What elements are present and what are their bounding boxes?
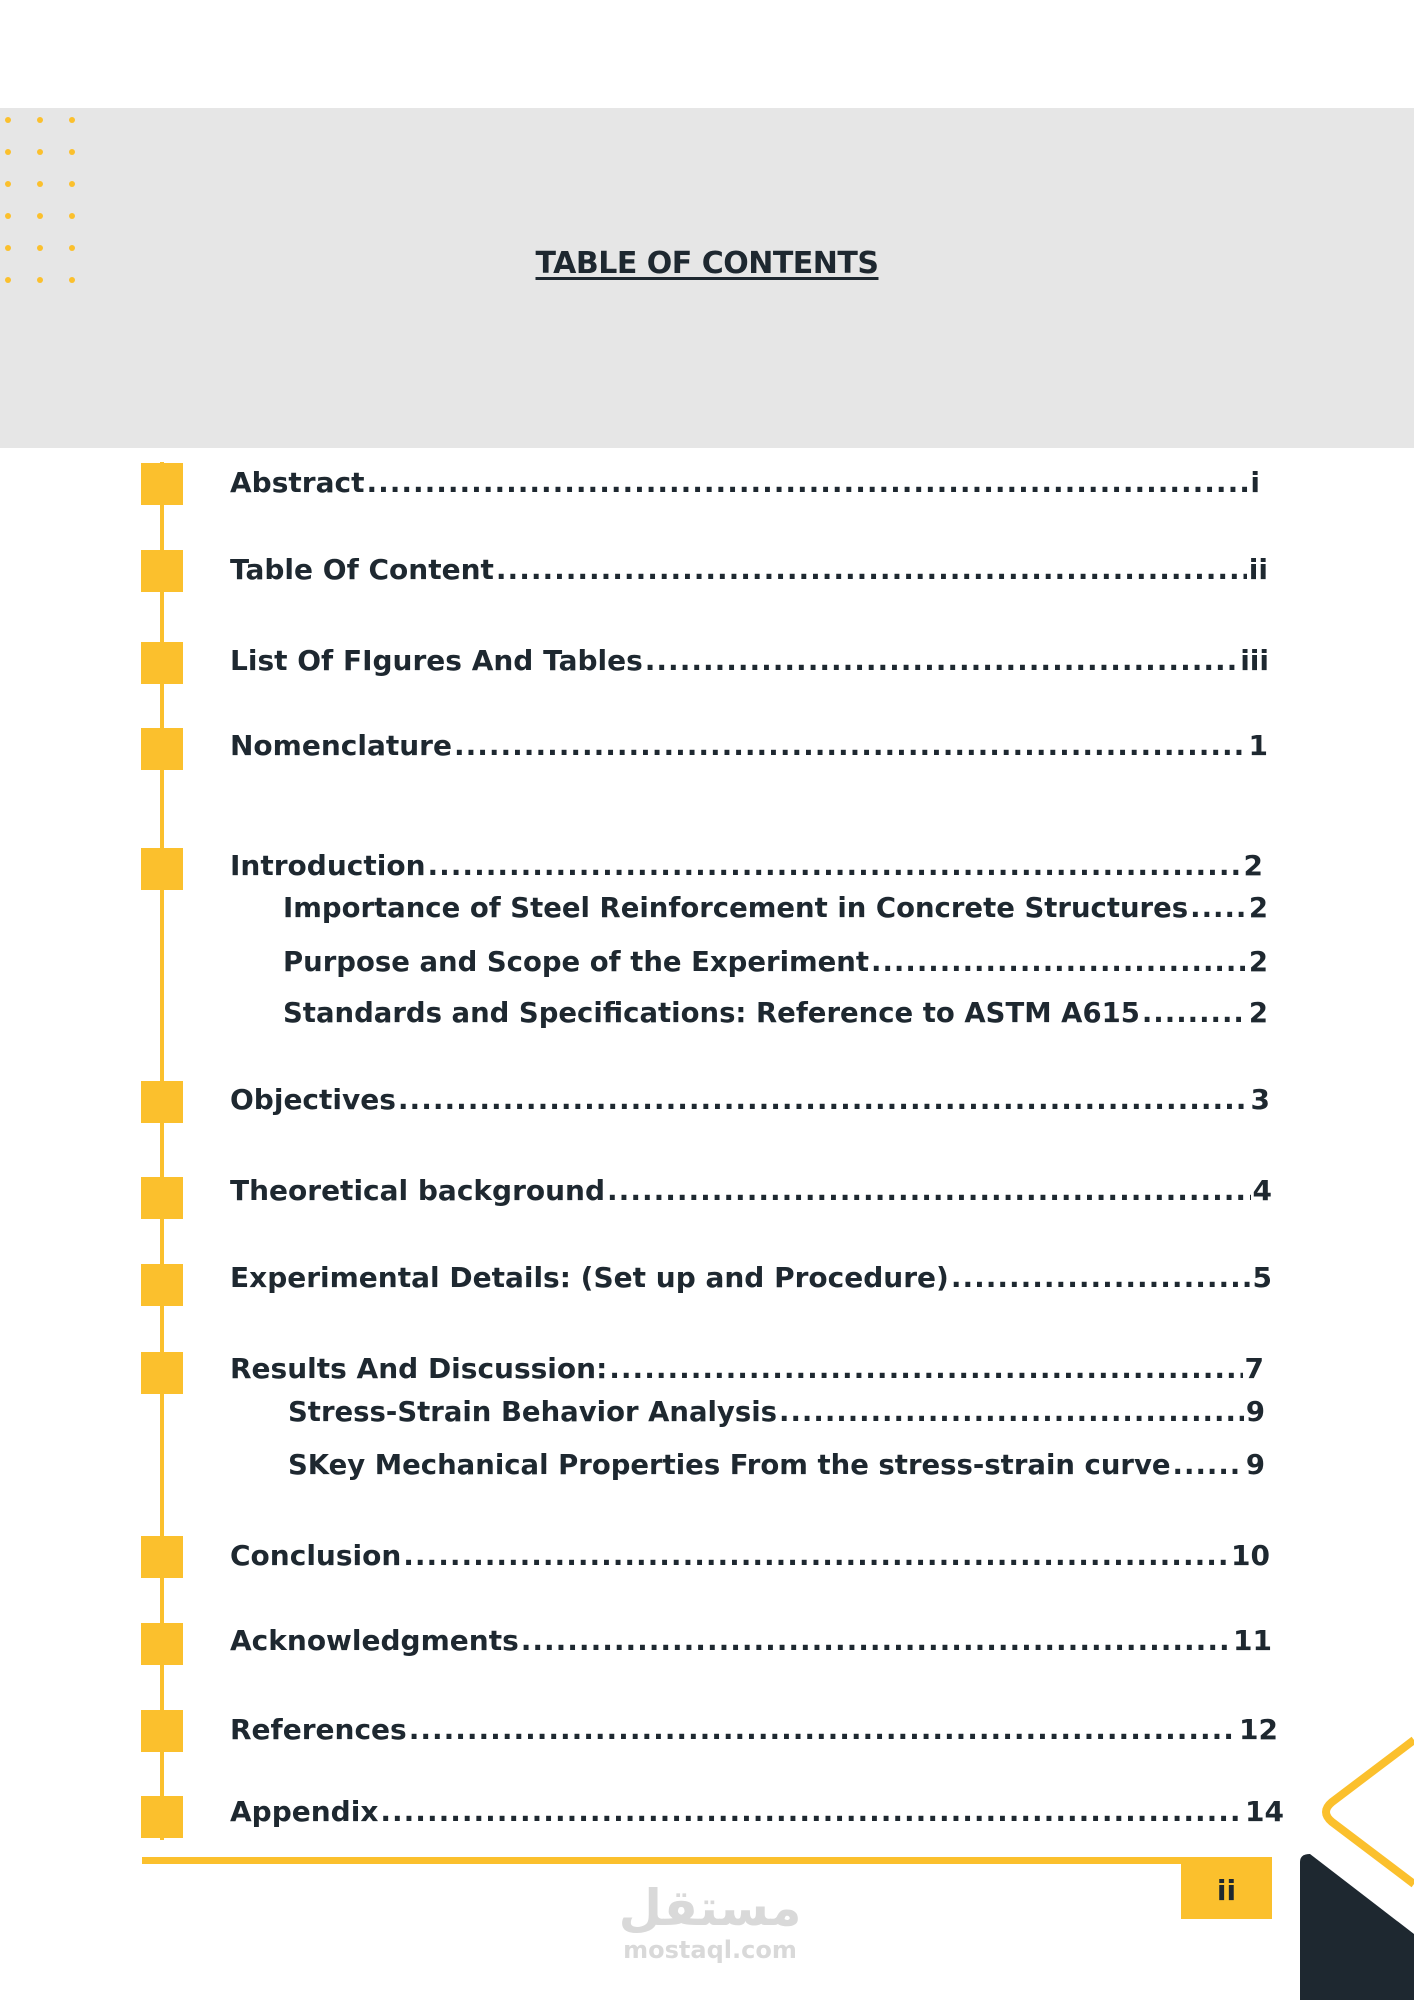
toc-entry-title: Introduction <box>230 849 426 882</box>
toc-page-number: 5 <box>1252 1261 1272 1294</box>
toc-entry-introduction[interactable] <box>230 849 1263 882</box>
toc-page-number: 2 <box>1248 997 1268 1029</box>
page-number-badge <box>1181 1862 1272 1919</box>
timeline-marker <box>141 728 183 770</box>
timeline-marker <box>141 463 183 505</box>
timeline-marker <box>141 1796 183 1838</box>
toc-entry-title: Nomenclature <box>230 729 452 762</box>
toc-entry-title: Theoretical background <box>230 1174 606 1207</box>
toc-page-number: 7 <box>1244 1352 1264 1385</box>
toc-subentry-importance-of-steel[interactable] <box>283 892 1268 924</box>
toc-leader-dots <box>366 466 1248 499</box>
toc-page-number: 11 <box>1233 1624 1272 1657</box>
toc-entry-references[interactable] <box>230 1713 1278 1746</box>
toc-page-number: 3 <box>1250 1083 1270 1116</box>
toc-entry-title: Appendix <box>230 1795 379 1828</box>
toc-entry-title: Purpose and Scope of the Experiment <box>283 946 870 978</box>
toc-entry-acknowledgments[interactable] <box>230 1624 1272 1657</box>
toc-entry-title: Results And Discussion: <box>230 1352 608 1385</box>
toc-leader-dots <box>1142 997 1247 1029</box>
page-title: TABLE OF CONTENTS <box>535 246 879 281</box>
toc-leader-dots <box>380 1795 1243 1828</box>
toc-page-number: 9 <box>1245 1396 1265 1428</box>
toc-subentry-standards-and-specifications[interactable] <box>283 997 1268 1029</box>
toc-subentry-stress-strain-behavior[interactable] <box>288 1396 1265 1428</box>
toc-leader-dots <box>496 553 1247 586</box>
toc-entry-title: SKey Mechanical Properties From the stress-strain curve <box>288 1449 1171 1481</box>
timeline-marker <box>141 1352 183 1394</box>
toc-entry-list-of-figures[interactable] <box>230 644 1269 677</box>
watermark <box>600 1880 820 1980</box>
timeline-marker <box>141 848 183 890</box>
toc-leader-dots <box>521 1624 1231 1657</box>
toc-leader-dots <box>609 1352 1242 1385</box>
toc-entry-results-and-discussion[interactable] <box>230 1352 1264 1385</box>
toc-page-number: ii <box>1248 553 1268 586</box>
timeline-marker <box>141 1710 183 1752</box>
toc-leader-dots <box>403 1539 1229 1572</box>
timeline-marker <box>141 550 183 592</box>
toc-entry-title: List Of FIgures And Tables <box>230 644 643 677</box>
toc-entry-title: Acknowledgments <box>230 1624 519 1657</box>
toc-entry-table-of-content[interactable] <box>230 553 1268 586</box>
toc-page-number: 10 <box>1231 1539 1270 1572</box>
toc-leader-dots <box>779 1396 1244 1428</box>
toc-entry-title: Standards and Specifications: Reference to ASTM A615 <box>283 997 1140 1029</box>
toc-page-number: 1 <box>1248 729 1268 762</box>
toc-entry-title: Importance of Steel Reinforcement in Concrete Structures <box>283 892 1189 924</box>
watermark-arabic: مستقل <box>618 1879 802 1937</box>
toc-entry-title: References <box>230 1713 407 1746</box>
toc-page-number: 4 <box>1252 1174 1272 1207</box>
timeline-marker <box>141 1177 183 1219</box>
toc-page-number: 2 <box>1248 946 1268 978</box>
toc-entry-title: Conclusion <box>230 1539 402 1572</box>
toc-leader-dots <box>454 729 1247 762</box>
toc-entry-title: Stress-Strain Behavior Analysis <box>288 1396 778 1428</box>
toc-leader-dots <box>409 1713 1237 1746</box>
timeline-marker <box>141 1081 183 1123</box>
toc-entry-title: Abstract <box>230 466 365 499</box>
toc-entry-experimental-details[interactable] <box>230 1261 1272 1294</box>
toc-page-number: 14 <box>1245 1795 1284 1828</box>
toc-page-number: 2 <box>1243 849 1263 882</box>
toc-leader-dots <box>398 1083 1249 1116</box>
footer-line <box>142 1857 1272 1864</box>
timeline-marker <box>141 642 183 684</box>
toc-leader-dots <box>1173 1449 1244 1481</box>
corner-decoration <box>1290 1720 1414 2000</box>
toc-entry-theoretical-background[interactable] <box>230 1174 1272 1207</box>
toc-entry-nomenclature[interactable] <box>230 729 1268 762</box>
toc-leader-dots <box>428 849 1242 882</box>
timeline-marker <box>141 1623 183 1665</box>
timeline-marker <box>141 1536 183 1578</box>
page-number: ii <box>1216 1874 1237 1907</box>
toc-entry-objectives[interactable] <box>230 1083 1270 1116</box>
toc-subentry-purpose-and-scope[interactable] <box>283 946 1268 978</box>
toc-subentry-key-mechanical-properties[interactable] <box>288 1449 1265 1481</box>
toc-leader-dots <box>1190 892 1247 924</box>
toc-entry-title: Objectives <box>230 1083 396 1116</box>
toc-entry-title: Table Of Content <box>230 553 494 586</box>
toc-leader-dots <box>871 946 1247 978</box>
toc-entry-appendix[interactable] <box>230 1795 1284 1828</box>
toc-entry-abstract[interactable] <box>230 466 1260 499</box>
toc-leader-dots <box>607 1174 1250 1207</box>
toc-page-number: iii <box>1240 644 1269 677</box>
watermark-latin: mostaql.com <box>623 1936 797 1964</box>
toc-entry-title: Experimental Details: (Set up and Procedure) <box>230 1261 949 1294</box>
toc-entry-conclusion[interactable] <box>230 1539 1270 1572</box>
toc-leader-dots <box>951 1261 1251 1294</box>
toc-page-number: 9 <box>1245 1449 1265 1481</box>
toc-page-number: i <box>1250 466 1260 499</box>
toc-page-number: 12 <box>1239 1713 1278 1746</box>
toc-leader-dots <box>645 644 1238 677</box>
toc-page-number: 2 <box>1248 892 1268 924</box>
timeline-marker <box>141 1264 183 1306</box>
